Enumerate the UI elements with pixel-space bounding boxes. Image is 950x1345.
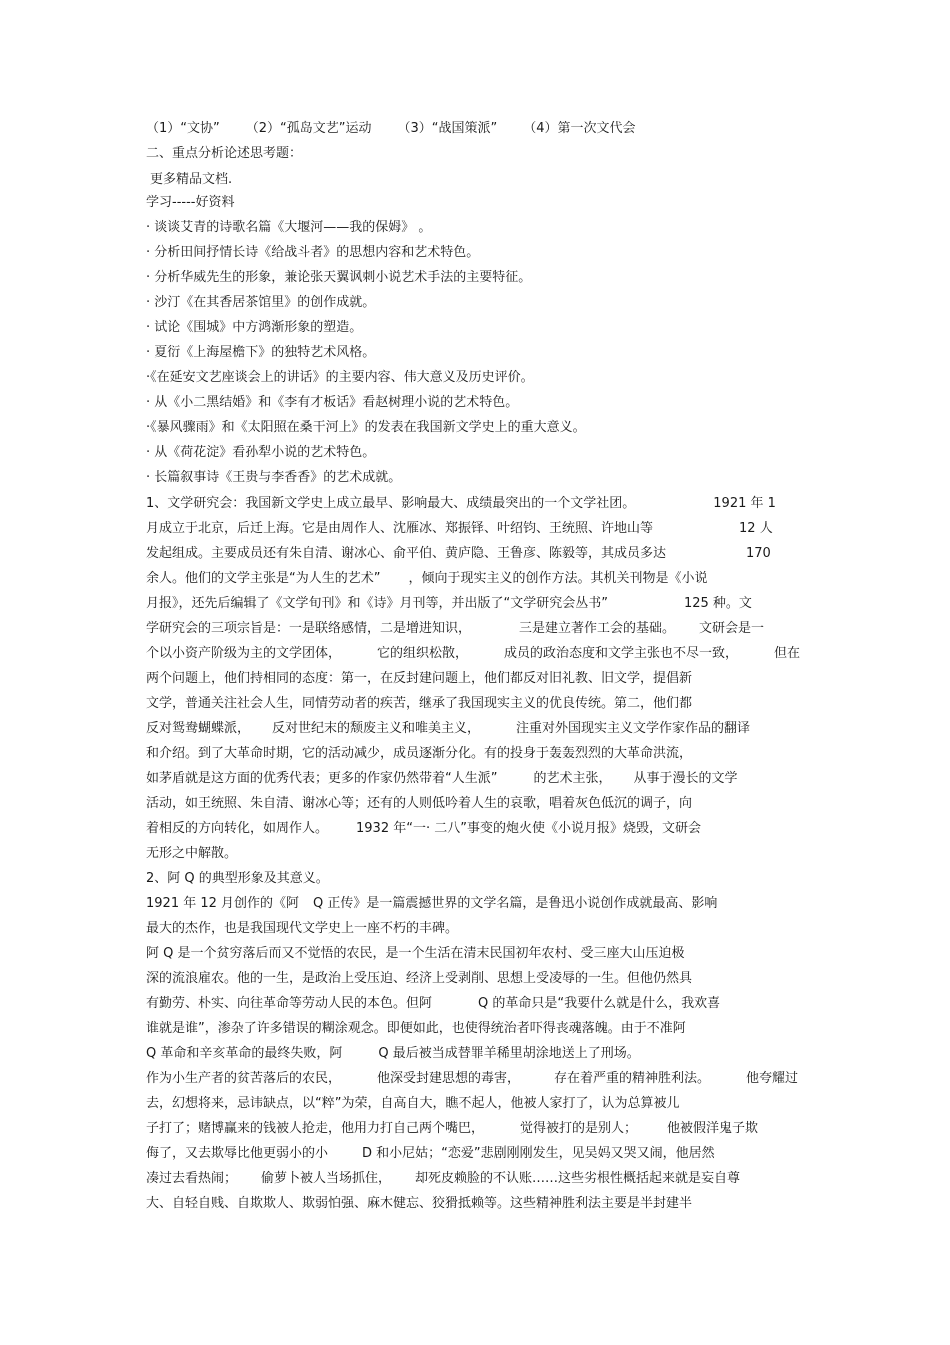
answer-segment: ，倾向于现实主义的创作方法。其机关刊物是《小说 — [408, 571, 708, 586]
answer-segment: 从事于漫长的文学 — [633, 771, 738, 786]
answer-segment: 1、文学研究会：我国新文学史上成立最早、影响最大、成绩最突出的一个文学社团。 — [146, 496, 636, 511]
promo-line: 更多精品文档. — [150, 172, 233, 187]
question-item: · 分析田间抒情长诗《给战斗者》的思想内容和艺术特色。 — [146, 245, 480, 260]
answer-line: 去，幻想将来，忌讳缺点，以“粹”为荣，自高自大，瞧不起人，他被人家打了，认为总算被儿 — [146, 1096, 680, 1111]
question-item: · 谈谈艾青的诗歌名篇《大堰河——我的保姆》 。 — [146, 220, 432, 235]
answer-segment: 偷萝卜被人当场抓住， — [261, 1171, 392, 1186]
answer-segment: D 和小尼姑；“恋爱”悲剧刚刚发生，见吴妈又哭又闹，他居然 — [362, 1146, 715, 1161]
answer-line: 阿 Q 是一个贫穷落后而又不觉悟的农民，是一个生活在清末民国初年农村、受三座大山压迫极 — [146, 946, 685, 961]
answer-line — [146, 1071, 798, 1087]
answer-segment: 12 人 — [739, 521, 773, 536]
question-item: ·《暴风骤雨》和《太阳照在桑干河上》的发表在我国新文学史上的重大意义。 — [146, 420, 586, 435]
answer-line — [146, 1171, 740, 1187]
answer-line — [146, 896, 717, 912]
answer-line: 两个问题上，他们持相同的态度：第一，在反封建问题上，他们都反对旧礼教、旧文学，提倡新 — [146, 671, 693, 686]
term-list-line — [146, 121, 636, 137]
answer-segment: 反对鸳鸯蝴蝶派， — [146, 721, 251, 736]
question-item: · 试论《围城》中方鸿渐形象的塑造。 — [146, 320, 363, 335]
answer-segment: Q 的革命只是“我要什么就是什么，我欢喜 — [478, 996, 721, 1011]
answer-segment: 凑过去看热闹； — [146, 1171, 238, 1186]
term-item: （1）“文协” — [146, 121, 220, 136]
answer-segment: 发起组成。主要成员还有朱自清、谢冰心、俞平伯、黄庐隐、王鲁彦、陈毅等，其成员多达 — [146, 546, 667, 561]
answer-line: 深的流浪雇农。他的一生，是政治上受压迫、经济上受剥削、思想上受凌辱的一生。但他仍然具 — [146, 971, 693, 986]
answer-segment: 成员的政治态度和文学主张也不尽一致， — [504, 646, 739, 661]
question-item: · 从《小二黑结婚》和《李有才板话》看赵树理小说的艺术特色。 — [146, 395, 519, 410]
answer-segment: 个以小资产阶级为主的文学团体， — [146, 646, 342, 661]
answer-segment: 学研究会的三项宗旨是：一是联络感情，二是增进知识， — [146, 621, 472, 636]
answer-line — [146, 771, 738, 787]
answer-segment: 的艺术主张， — [533, 771, 612, 786]
answer-line: 文学，普通关注社会人生，同情劳动者的疾苦，继承了我国现实主义的优良传统。第二，他们都 — [146, 696, 693, 711]
question-item: · 分析华威先生的形象，兼论张天翼讽刺小说艺术手法的主要特征。 — [146, 270, 532, 285]
answer-segment: 他深受封建思想的毒害， — [377, 1071, 521, 1086]
answer-line: 活动，如王统照、朱自清、谢冰心等；还有的人则低吟着人生的哀歌，唱着灰色低沉的调子，向 — [146, 796, 693, 811]
answer-line — [146, 821, 701, 837]
answer-segment: 1921 年 12 月创作的《阿 — [146, 896, 300, 911]
answer-segment: 子打了；赌博赢来的钱被人抢走，他用力打自己两个嘴巴， — [146, 1121, 485, 1136]
answer-segment: 作为小生产者的贫苦落后的农民， — [146, 1071, 342, 1086]
answer-segment: 文研会是一 — [699, 621, 765, 636]
answer-segment: Q 最后被当成替罪羊稀里胡涂地送上了刑场。 — [378, 1046, 640, 1061]
answer-segment: 1921 年 1 — [713, 496, 776, 511]
answer-line — [146, 521, 773, 537]
answer-segment: 但在 — [774, 646, 801, 661]
answer-segment: 他被假洋鬼子欺 — [667, 1121, 759, 1136]
answer-segment: 着相反的方向转化，如周作人。 — [146, 821, 329, 836]
answer-segment: 如茅盾就是这方面的优秀代表；更多的作家仍然带着“人生派” — [146, 771, 498, 786]
answer-line: 最大的杰作，也是我国现代文学史上一座不朽的丰碑。 — [146, 921, 459, 936]
answer-segment: 觉得被打的是别人； — [520, 1121, 638, 1136]
answer-segment: 它的组织松散， — [377, 646, 469, 661]
answer-segment: 170 — [746, 546, 771, 561]
answer-line — [146, 646, 800, 662]
answer-line — [146, 571, 708, 587]
answer-segment: 有勤劳、朴实、向往革命等劳动人民的本色。但阿 — [146, 996, 433, 1011]
promo-line: 学习-----好资料 — [146, 195, 235, 210]
answer-heading: 2、阿 Q 的典型形象及其意义。 — [146, 871, 329, 886]
answer-segment: 1932 年“一· 二八”事变的炮火使《小说月报》烧毁，文研会 — [356, 821, 701, 836]
answer-segment: 余人。他们的文学主张是“为人生的艺术” — [146, 571, 381, 586]
answer-segment: 注重对外国现实主义文学作家作品的翻译 — [516, 721, 751, 736]
question-item: · 夏衍《上海屋檐下》的独特艺术风格。 — [146, 345, 376, 360]
term-item: （2）“孤岛文艺”运动 — [245, 121, 372, 136]
answer-line: 大、自轻自贱、自欺欺人、欺弱怕强、麻木健忘、狡猾抵赖等。这些精神胜利法主要是半封建半 — [146, 1196, 693, 1211]
question-item: ·《在延安文艺座谈会上的讲话》的主要内容、伟大意义及历史评价。 — [146, 370, 534, 385]
answer-segment: 侮了，又去欺辱比他更弱小的小 — [146, 1146, 329, 1161]
answer-line — [146, 1046, 640, 1062]
answer-line: 无形之中解散。 — [146, 846, 238, 861]
answer-segment: 月成立于北京，后迁上海。它是由周作人、沈雁冰、郑振铎、叶绍钧、王统照、许地山等 — [146, 521, 654, 536]
answer-line — [146, 1146, 715, 1162]
answer-segment: 月报》，还先后编辑了《文学旬刊》和《诗》月刊等，并出版了“文学研究会丛书” — [146, 596, 608, 611]
answer-line — [146, 596, 752, 612]
answer-segment: Q 革命和辛亥革命的最终失败，阿 — [146, 1046, 343, 1061]
answer-segment: 却死皮赖脸的不认账……这些劣根性概括起来就是妄自尊 — [415, 1171, 741, 1186]
section-title: 二、重点分析论述思考题： — [146, 146, 303, 161]
answer-segment: 他夸耀过 — [746, 1071, 799, 1086]
answer-segment: 三是建立著作工会的基础。 — [519, 621, 676, 636]
answer-segment: 存在着严重的精神胜利法。 — [554, 1071, 711, 1086]
answer-segment: 125 种。文 — [683, 596, 752, 611]
question-item: · 沙汀《在其香居茶馆里》的创作成就。 — [146, 295, 376, 310]
answer-line — [146, 996, 720, 1012]
question-item: · 从《荷花淀》看孙犁小说的艺术特色。 — [146, 445, 376, 460]
answer-line — [146, 1121, 758, 1137]
answer-segment: Q 正传》是一篇震撼世界的文学名篇，是鲁迅小说创作成就最高、影响 — [313, 896, 718, 911]
answer-line: 谁就是谁”，渗杂了许多错误的糊涂观念。即便如此，也使得统治者吓得丧魂落魄。由于不准阿 — [146, 1021, 686, 1036]
answer-line — [146, 546, 771, 562]
term-item: （4）第一次文代会 — [523, 121, 636, 136]
term-item: （3）“战国策派” — [397, 121, 498, 136]
answer-line — [146, 721, 750, 737]
answer-line — [146, 496, 776, 512]
question-item: · 长篇叙事诗《王贵与李香香》的艺术成就。 — [146, 470, 402, 485]
answer-line: 和介绍。到了大革命时期，它的活动减少，成员逐渐分化。有的投身于轰轰烈烈的大革命洪流， — [146, 746, 693, 761]
answer-segment: 反对世纪末的颓废主义和唯美主义， — [272, 721, 481, 736]
answer-line — [146, 621, 764, 637]
